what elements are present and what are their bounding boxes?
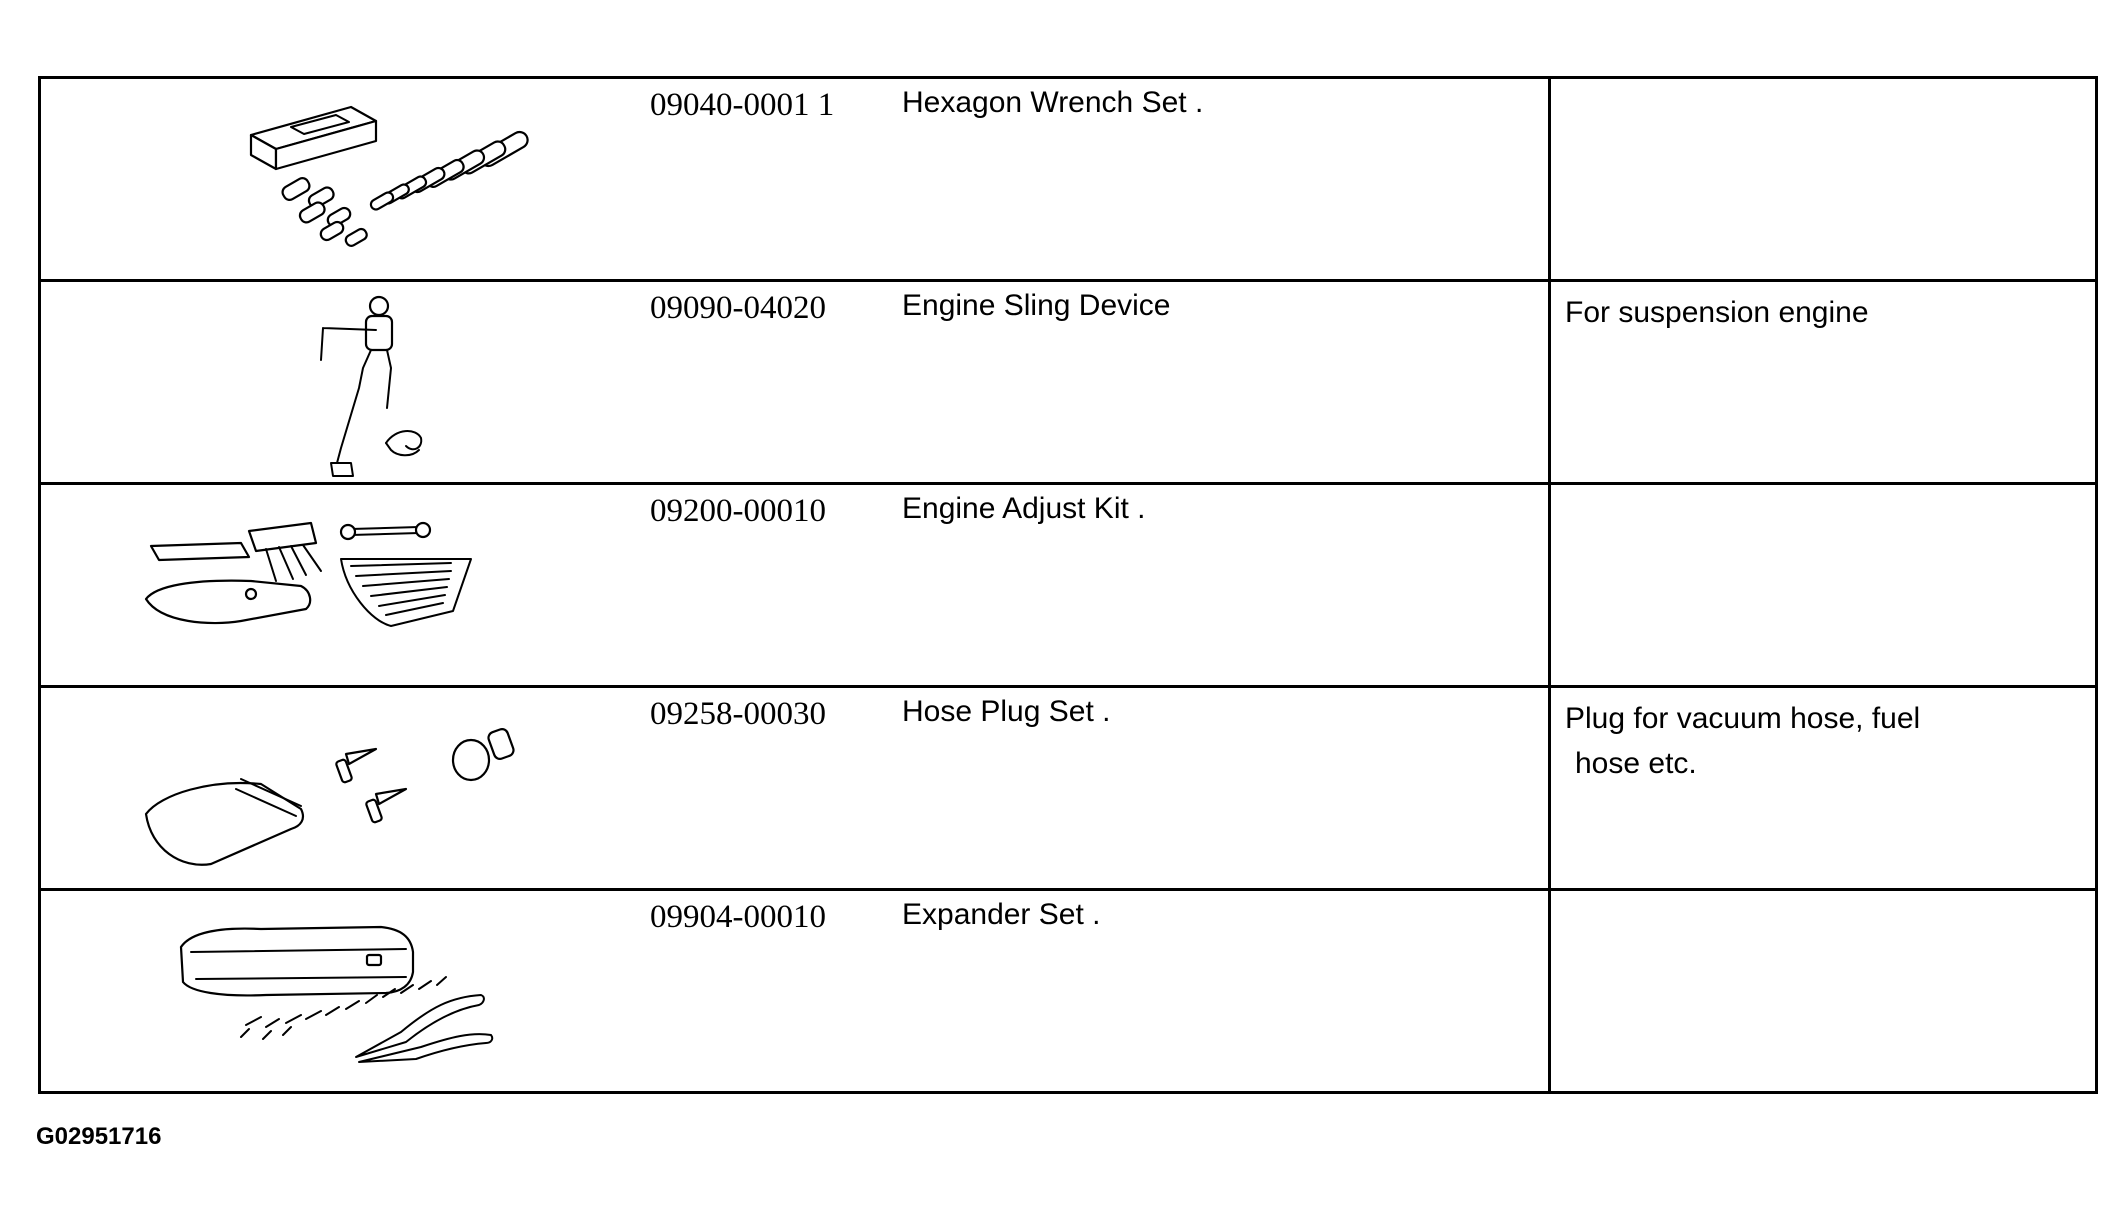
remarks-text — [1551, 485, 2095, 493]
engine-sling-device-illustration — [101, 288, 601, 478]
special-tools-table — [38, 76, 2098, 1094]
table-row — [40, 78, 2097, 281]
expander-set-illustration — [101, 897, 601, 1087]
tool-name: Hexagon Wrench Set . — [902, 86, 1204, 119]
tool-name: Engine Adjust Kit . — [902, 492, 1146, 525]
part-number: 09200-00010 — [650, 493, 826, 529]
part-number: 09904-00010 — [650, 899, 826, 935]
tool-cell — [40, 687, 1550, 890]
remark-line: hose etc. — [1575, 747, 1697, 780]
remarks-cell — [1550, 687, 2097, 890]
tool-cell — [40, 484, 1550, 687]
tool-name: Hose Plug Set . — [902, 695, 1111, 728]
tool-name: Expander Set . — [902, 898, 1101, 931]
remark-line: For suspension engine — [1565, 296, 1869, 329]
part-number: 09040-0001 1 — [650, 87, 835, 123]
remarks-cell — [1550, 890, 2097, 1093]
remarks-text — [1551, 282, 2095, 335]
hexagon-wrench-set-illustration — [101, 85, 601, 275]
tool-cell — [40, 281, 1550, 484]
remarks-cell — [1550, 78, 2097, 281]
engine-adjust-kit-illustration — [101, 491, 601, 681]
part-number: 09090-04020 — [650, 290, 826, 326]
tool-name: Engine Sling Device — [902, 289, 1171, 322]
tool-cell — [40, 78, 1550, 281]
remarks-text — [1551, 688, 2095, 786]
remarks-text — [1551, 891, 2095, 899]
remarks-cell — [1550, 281, 2097, 484]
figure-id: G02951716 — [36, 1123, 162, 1150]
table-row — [40, 687, 2097, 890]
table-row — [40, 484, 2097, 687]
tool-cell — [40, 890, 1550, 1093]
remarks-cell — [1550, 484, 2097, 687]
remark-line: Plug for vacuum hose, fuel — [1565, 702, 1921, 735]
table-row — [40, 281, 2097, 484]
part-number: 09258-00030 — [650, 696, 826, 732]
table-row — [40, 890, 2097, 1093]
hose-plug-set-illustration — [101, 694, 601, 884]
remarks-text — [1551, 79, 2095, 87]
